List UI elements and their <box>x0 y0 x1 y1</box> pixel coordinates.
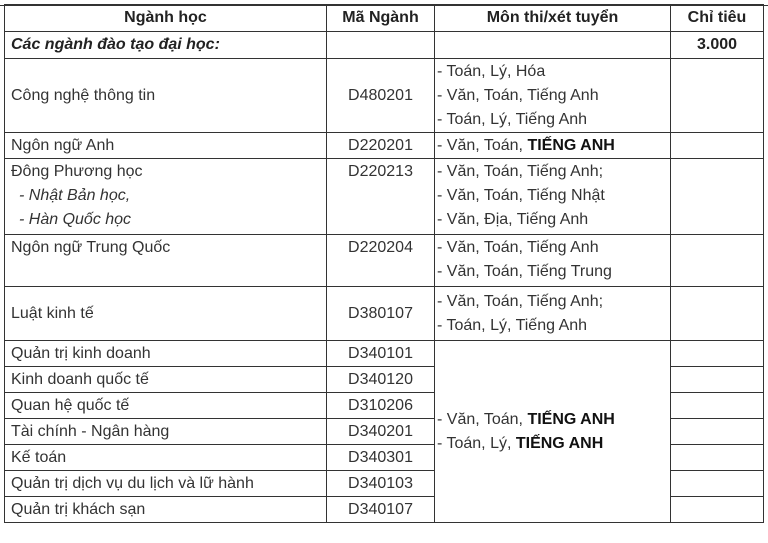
major-subjects <box>435 159 671 235</box>
major-name: Ngôn ngữ Trung Quốc <box>5 235 327 287</box>
major-name: Đông Phương học <box>11 163 143 180</box>
major-subname: - Nhật Bản học, <box>19 187 131 204</box>
major-subname: - Hàn Quốc học <box>19 211 132 228</box>
subject-line: - Văn, Địa, Tiếng Anh <box>437 211 589 228</box>
major-subjects <box>435 235 671 287</box>
major-name: Ngôn ngữ Anh <box>5 133 327 159</box>
major-name: Quản trị kinh doanh <box>5 341 327 367</box>
subject-line: - Văn, Toán, Tiếng Anh <box>437 239 599 256</box>
header-quota: Chỉ tiêu <box>671 5 764 32</box>
subject-emphasis: TIẾNG ANH <box>515 434 604 452</box>
major-code: D340201 <box>327 419 435 445</box>
major-code: D340103 <box>327 471 435 497</box>
major-code: D220213 <box>327 159 435 235</box>
admissions-table <box>4 4 764 523</box>
subject-line: - Văn, Toán, Tiếng Anh; <box>437 163 604 180</box>
subject-line: - Văn, Toán, Tiếng Trung <box>437 263 612 280</box>
major-code: D340120 <box>327 367 435 393</box>
major-subjects <box>435 133 671 159</box>
subject-emphasis: TIẾNG ANH <box>527 136 615 154</box>
subject-line: - Toán, Lý, Hóa <box>437 62 546 80</box>
table-row <box>5 133 764 159</box>
major-code: D340107 <box>327 497 435 523</box>
major-code: D310206 <box>327 393 435 419</box>
major-code: D480201 <box>327 59 435 133</box>
subject-line <box>437 432 664 456</box>
subject-emphasis: TIẾNG ANH <box>527 410 615 428</box>
subject-line: - Văn, Toán, Tiếng Nhật <box>437 187 605 204</box>
major-code: D220201 <box>327 133 435 159</box>
header-subjects: Môn thi/xét tuyển <box>435 5 671 32</box>
major-subjects <box>435 59 671 133</box>
section-quota: 3.000 <box>671 32 764 59</box>
major-name: Tài chính - Ngân hàng <box>5 419 327 445</box>
section-label: Các ngành đào tạo đại học: <box>5 32 327 59</box>
major-name-cell <box>5 159 327 235</box>
table-row <box>5 341 764 367</box>
major-code: D340101 <box>327 341 435 367</box>
subject-text: - Văn, Toán, <box>437 410 528 428</box>
major-name: Quản trị khách sạn <box>5 497 327 523</box>
subject-text: - Toán, Lý, <box>437 434 516 452</box>
major-name: Luật kinh tế <box>5 287 327 341</box>
table-row <box>5 59 764 133</box>
subject-line <box>437 408 664 432</box>
table-header-row <box>5 5 764 32</box>
major-name: Kinh doanh quốc tế <box>5 367 327 393</box>
major-name: Kế toán <box>5 445 327 471</box>
shared-subjects <box>435 341 671 523</box>
table-row <box>5 235 764 287</box>
major-name: Quản trị dịch vụ du lịch và lữ hành <box>5 471 327 497</box>
header-code: Mã Ngành <box>327 5 435 32</box>
table-row <box>5 287 764 341</box>
subject-line: - Văn, Toán, Tiếng Anh <box>437 86 599 104</box>
table-row <box>5 159 764 235</box>
major-name: Quan hệ quốc tế <box>5 393 327 419</box>
major-name: Công nghệ thông tin <box>5 59 327 133</box>
subject-line: - Toán, Lý, Tiếng Anh <box>437 316 588 334</box>
subject-text: - Văn, Toán, <box>437 136 528 154</box>
section-row <box>5 32 764 59</box>
header-major: Ngành học <box>5 5 327 32</box>
major-code: D380107 <box>327 287 435 341</box>
subject-line: - Toán, Lý, Tiếng Anh <box>437 110 588 128</box>
major-code: D340301 <box>327 445 435 471</box>
major-subjects <box>435 287 671 341</box>
subject-line: - Văn, Toán, Tiếng Anh; <box>437 292 604 310</box>
major-code: D220204 <box>327 235 435 287</box>
